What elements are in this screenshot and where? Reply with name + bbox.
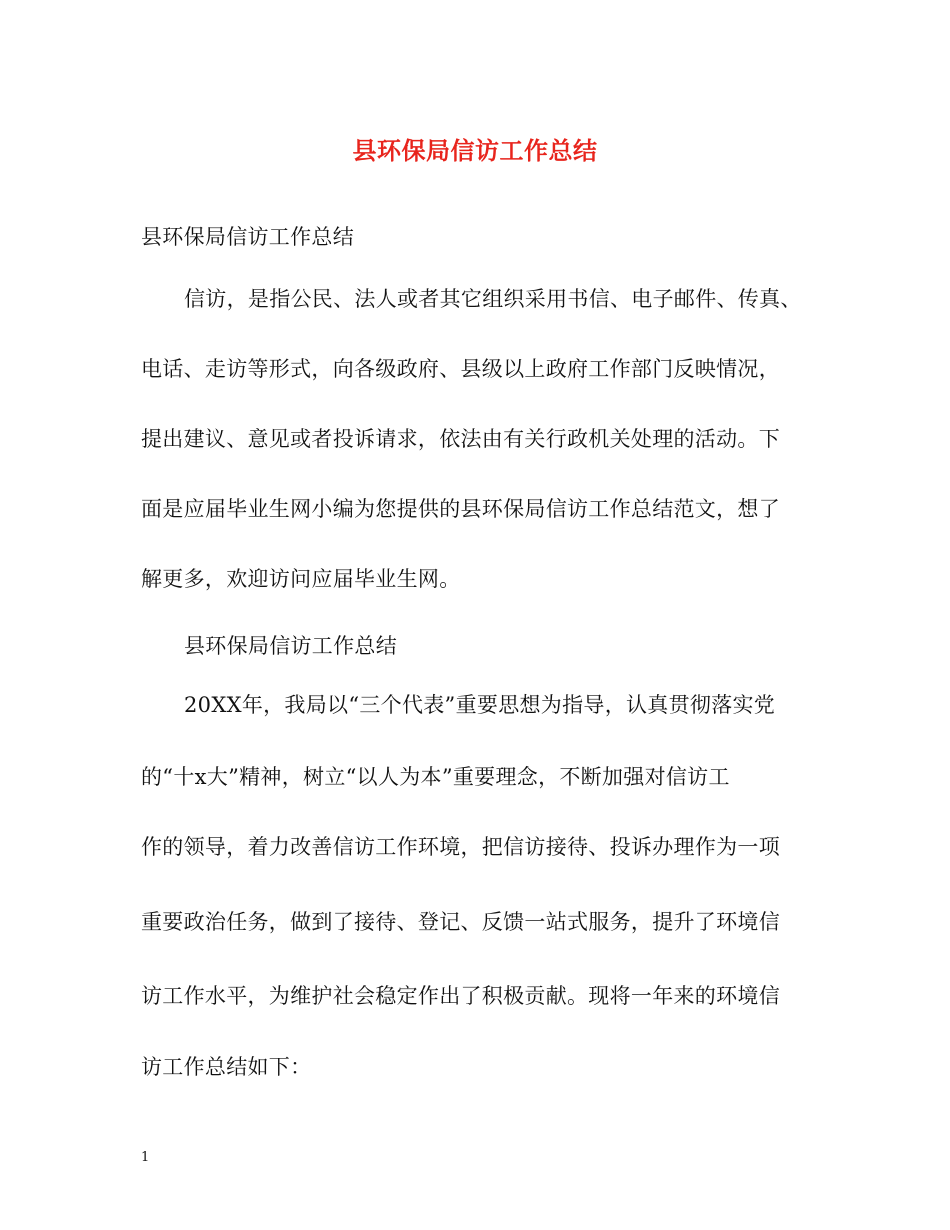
body-line-4: 重要政治任务，做到了接待、登记、反馈一站式服务，提升了环境信 [141,910,780,934]
intro-line-5: 解更多，欢迎访问应届毕业生网。 [141,567,461,591]
body-line-6: 访工作总结如下： [141,1055,312,1079]
document-subtitle: 县环保局信访工作总结 [141,225,354,249]
body-line-3: 作的领导，着力改善信访工作环境，把信访接待、投诉办理作为一项 [141,835,780,859]
document-title: 县环保局信访工作总结 [352,136,598,165]
intro-line-1: 信访，是指公民、法人或者其它组织采用书信、电子邮件、传真、 [184,287,802,311]
body-line-5: 访工作水平，为维护社会稳定作出了积极贡献。现将一年来的环境信 [141,984,780,1008]
section-heading: 县环保局信访工作总结 [184,634,397,658]
body-line-2: 的“十x大”精神，树立“以人为本”重要理念，不断加强对信访工 [141,765,730,789]
intro-line-2: 电话、走访等形式，向各级政府、县级以上政府工作部门反映情况， [141,357,780,381]
intro-line-4: 面是应届毕业生网小编为您提供的县环保局信访工作总结范文，想了 [141,497,780,521]
page-number: 1 [141,1150,150,1165]
body-line-1: 20XX年，我局以“三个代表”重要思想为指导，认真贯彻落实党 [184,693,776,717]
intro-line-3: 提出建议、意见或者投诉请求，依法由有关行政机关处理的活动。下 [141,427,780,451]
